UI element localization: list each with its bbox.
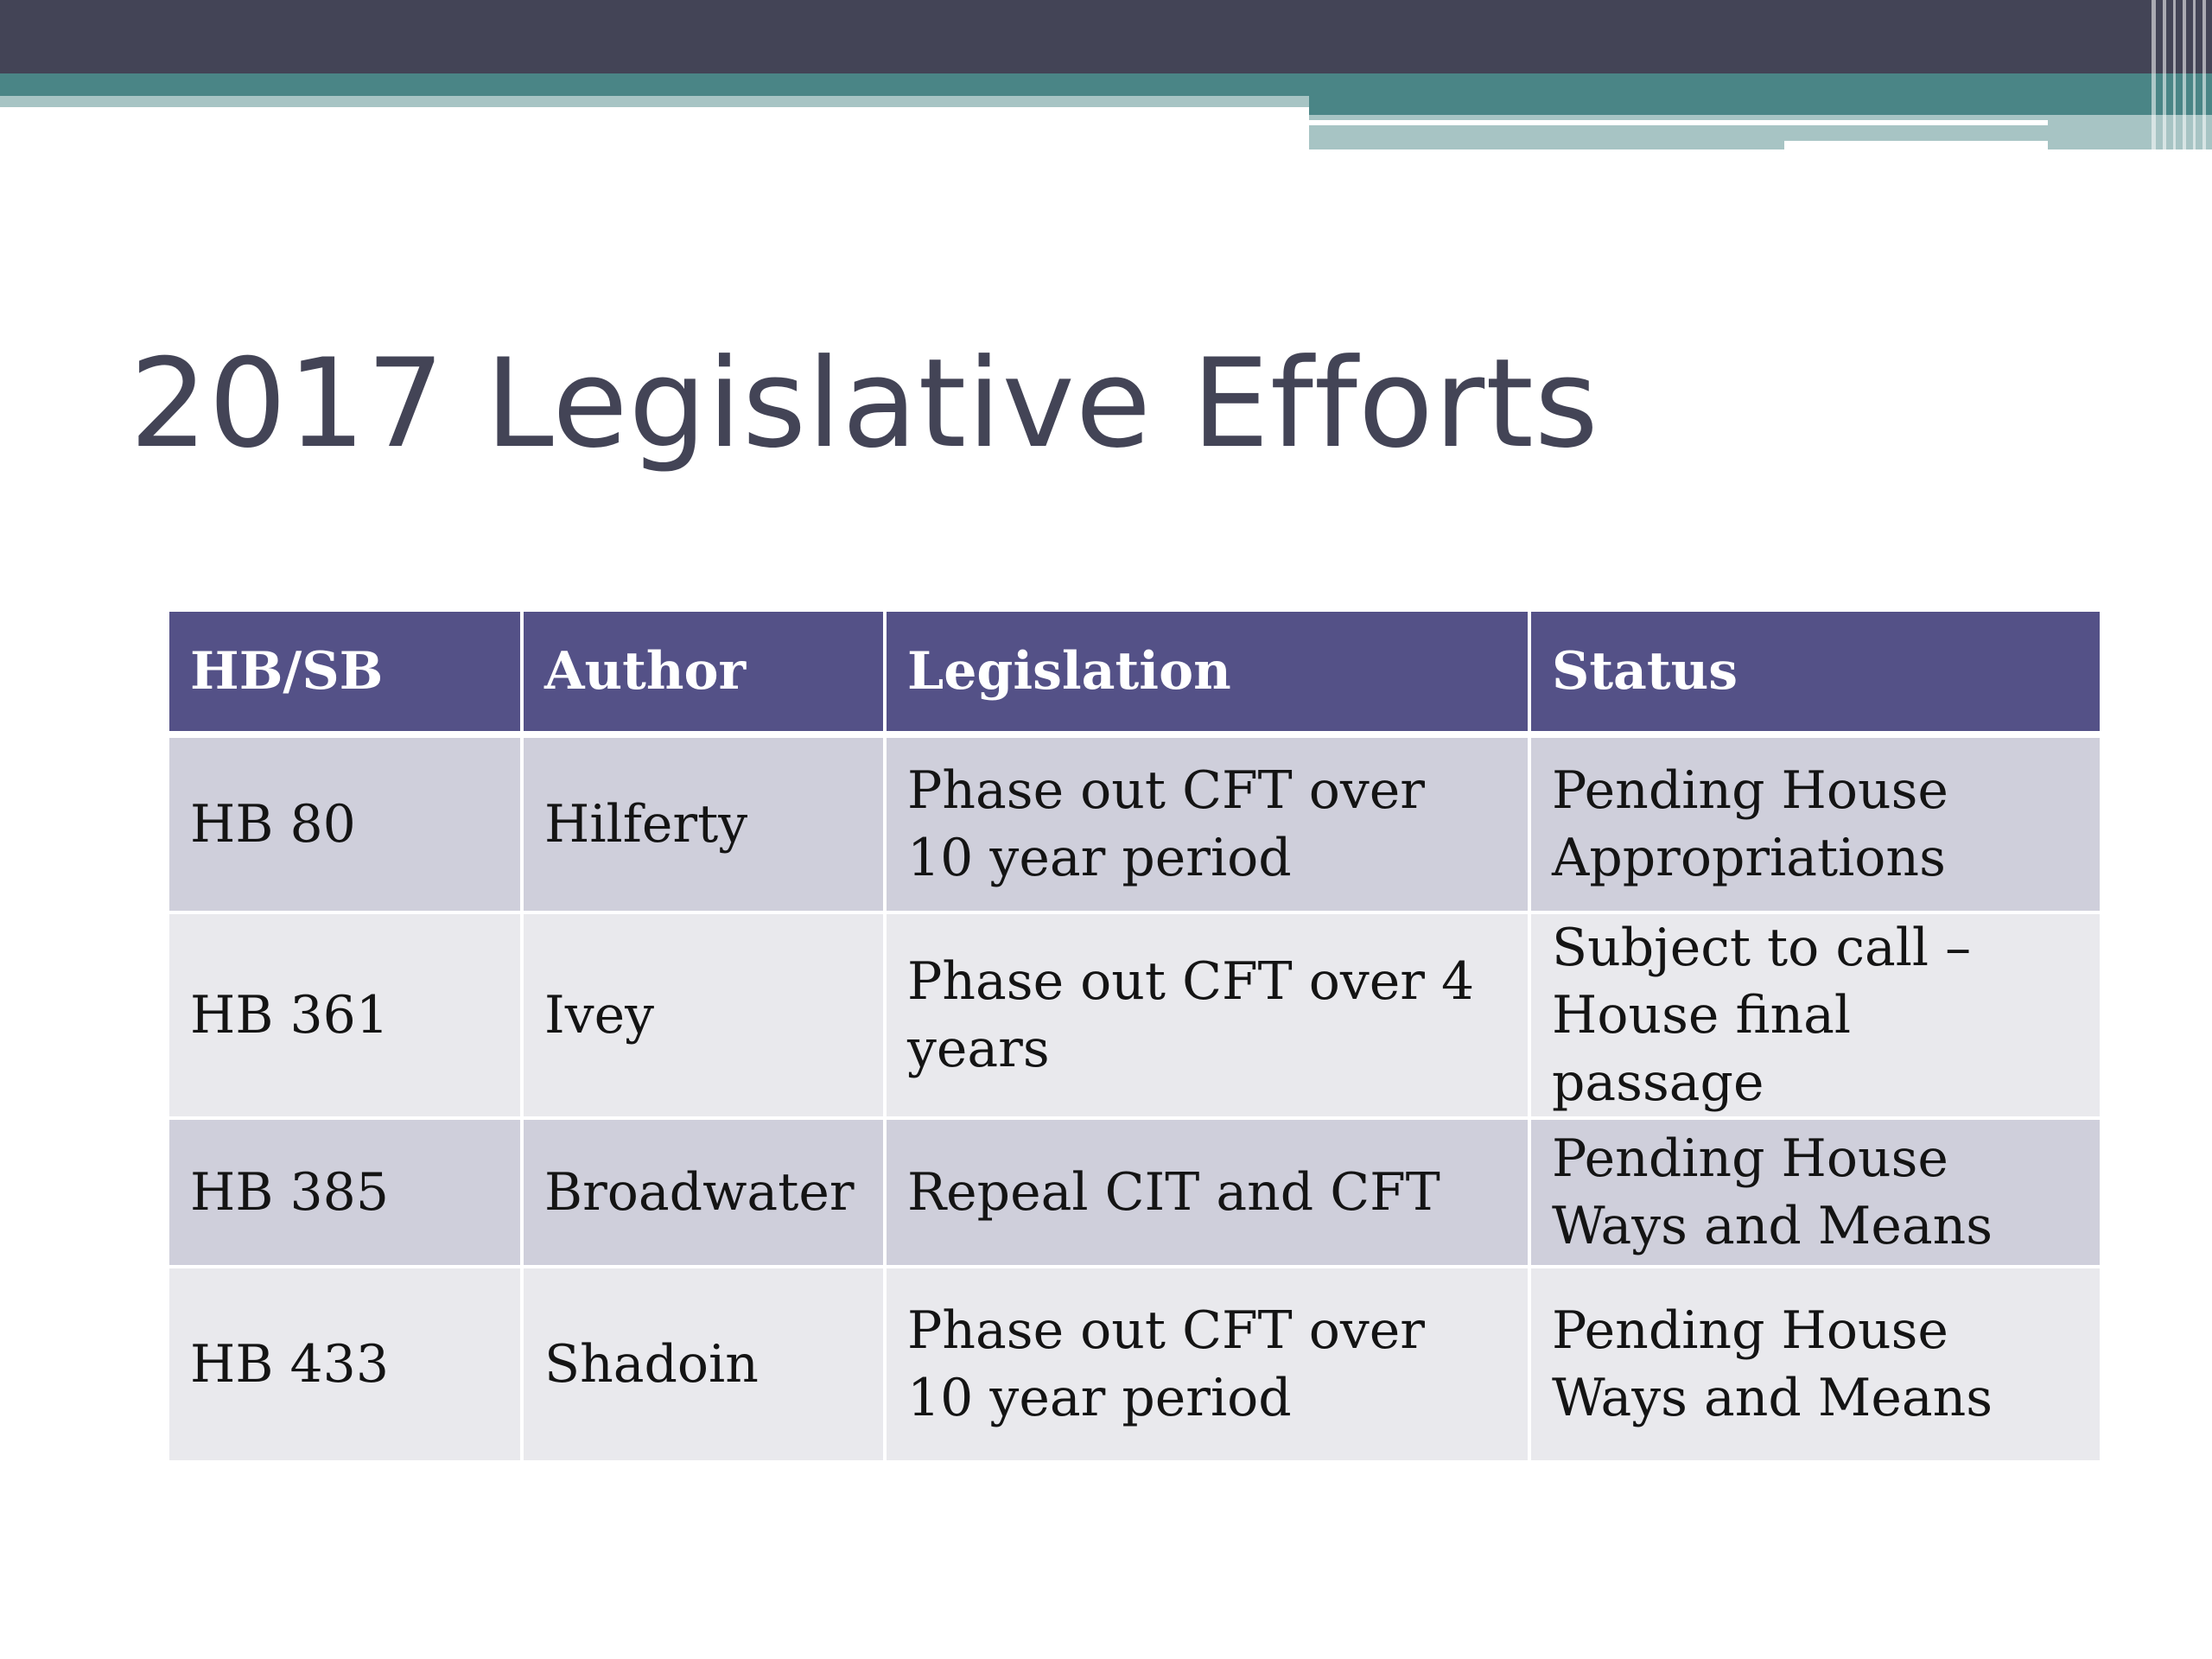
cell-legislation: Phase out CFT over 10 year period	[885, 734, 1529, 912]
cell-status: Pending House Appropriations	[1529, 734, 2101, 912]
cell-status: Pending House Ways and Means	[1529, 1267, 2101, 1462]
cell-author: Shadoin	[522, 1267, 885, 1462]
table-header-row	[168, 610, 2101, 734]
banner-stripe	[2193, 0, 2196, 149]
cell-legislation: Phase out CFT over 4 years	[885, 912, 1529, 1118]
cell-bill: HB 361	[168, 912, 522, 1118]
banner-stripe	[2163, 0, 2166, 149]
cell-author: Ivey	[522, 912, 885, 1118]
cell-author: Hilferty	[522, 734, 885, 912]
top-banner-teal	[0, 73, 2212, 96]
top-banner-teal-right	[1309, 96, 2212, 115]
top-banner-pale-left	[0, 96, 1309, 107]
header-author: Author	[522, 610, 885, 734]
banner-stripe	[2152, 0, 2156, 149]
cell-bill: HB 385	[168, 1118, 522, 1267]
table-row	[168, 1118, 2101, 1267]
banner-stripe	[2173, 0, 2176, 149]
cell-status: Pending House Ways and Means	[1529, 1118, 2101, 1267]
cell-author: Broadwater	[522, 1118, 885, 1267]
cell-status: Subject to call – House final passage	[1529, 912, 2101, 1118]
top-banner-dark	[0, 0, 2212, 73]
header-legislation: Legislation	[885, 610, 1529, 734]
banner-stripe	[2202, 0, 2206, 149]
top-banner-line	[1309, 120, 2048, 125]
table-row	[168, 1267, 2101, 1462]
banner-stripe	[2183, 0, 2186, 149]
cell-legislation: Phase out CFT over 10 year period	[885, 1267, 1529, 1462]
cell-bill: HB 80	[168, 734, 522, 912]
header-status: Status	[1529, 610, 2101, 734]
table-row	[168, 734, 2101, 912]
top-banner-line-short	[1784, 141, 2048, 149]
header-hb-sb: HB/SB	[168, 610, 522, 734]
table-row	[168, 912, 2101, 1118]
slide-title: 2017 Legislative Efforts	[130, 333, 1599, 475]
cell-legislation: Repeal CIT and CFT	[885, 1118, 1529, 1267]
cell-bill: HB 433	[168, 1267, 522, 1462]
legislation-table	[166, 608, 2103, 1464]
